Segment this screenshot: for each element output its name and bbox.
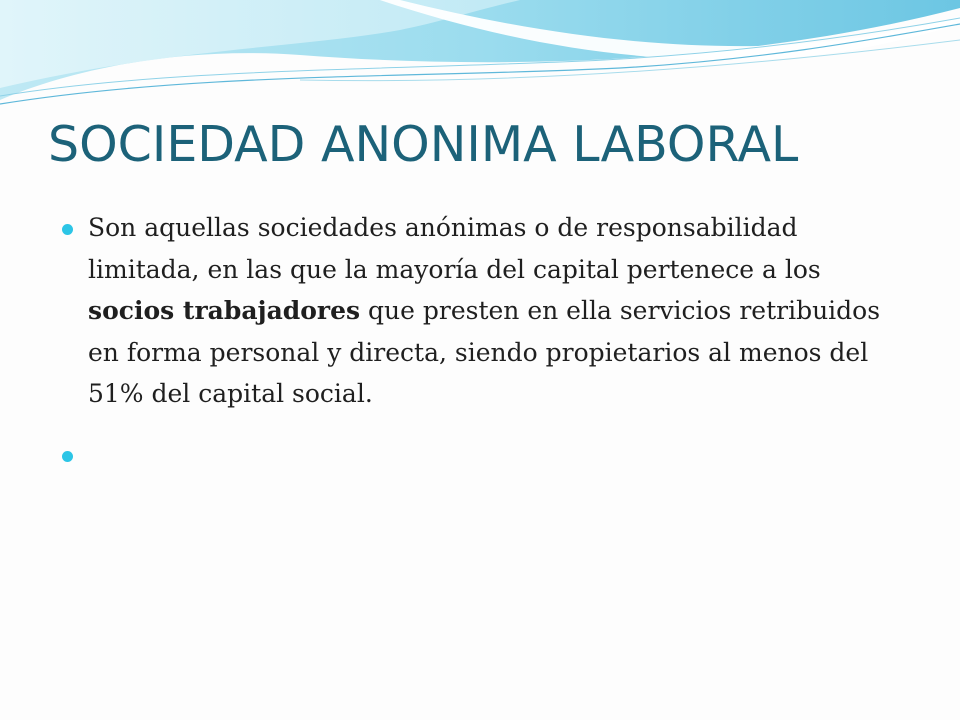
- bullet-text-bold: socios trabajadores: [88, 296, 361, 325]
- bullet-item-empty: [88, 434, 908, 476]
- bullet-text-after: que presten en ella servicios retribuidos en forma personal y directa, siendo propietarios al menos del 51% del capital social.: [88, 296, 881, 408]
- bullet-item: [88, 207, 908, 415]
- bullet-dot-icon: [62, 451, 73, 462]
- bullet-list: [0, 207, 960, 475]
- header-wave-decoration: [0, 0, 960, 120]
- bullet-dot-icon: [62, 224, 73, 235]
- bullet-text-before: Son aquellas sociedades anónimas o de responsabilidad limitada, en las que la mayoría del capital pertenece a los: [88, 213, 821, 284]
- slide-title: SOCIEDAD ANONIMA LABORAL: [48, 116, 799, 173]
